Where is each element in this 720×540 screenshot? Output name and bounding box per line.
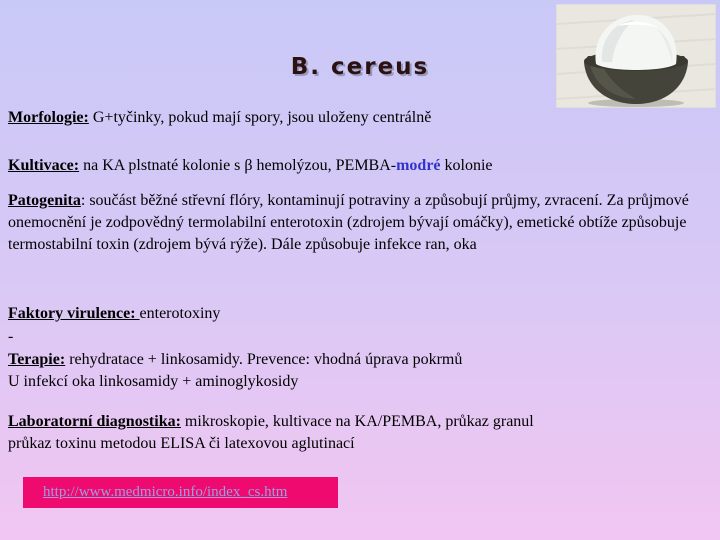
powder-bowl-illustration — [556, 4, 716, 108]
paragraph-laboratorni-diagnostika — [8, 411, 712, 455]
kultivace-highlight-modre: modré — [396, 157, 441, 174]
dash-line: - — [8, 328, 14, 345]
laboratorni-diagnostika-label: Laboratorní diagnostika: — [8, 413, 181, 430]
paragraph-faktory-virulence — [8, 303, 712, 325]
paragraph-kultivace — [8, 155, 712, 177]
morfologie-label: Morfologie: — [8, 109, 89, 126]
faktory-virulence-label: Faktory virulence: — [8, 305, 140, 322]
laboratorni-diagnostika-text: mikroskopie, kultivace na KA/PEMBA, průkaz granul — [180, 413, 534, 430]
slide-title: B. cereus — [290, 54, 430, 80]
morfologie-text: G+tyčinky, pokud mají spory, jsou uloženy centrálně — [88, 109, 432, 126]
link-box — [23, 477, 338, 508]
patogenita-text: : součást běžné střevní flóry, kontaminují potraviny a způsobují průjmy, zvracení. Za průjmové onemocnění je zodpovědný termolabilní enterotoxin (zdrojem bývají omáčky), emetické obtíže způsobuje termostabilní toxin (zdrojem bývá rýže). Dále způsobuje infekce ran, oka — [8, 192, 689, 253]
paragraph-patogenita — [8, 190, 712, 256]
patogenita-label: Patogenita — [8, 192, 81, 209]
kultivace-text-after: kolonie — [440, 157, 493, 174]
medmicro-link[interactable]: http://www.medmicro.info/index_cs.htm — [43, 484, 288, 500]
terapie-label: Terapie: — [8, 351, 66, 368]
paragraph-terapie — [8, 349, 712, 393]
paragraph-morfologie — [8, 107, 712, 129]
terapie-line2: U infekcí oka linkosamidy + aminoglykosidy — [8, 373, 299, 390]
powder-bowl-photo — [556, 4, 716, 108]
kultivace-label: Kultivace: — [8, 157, 80, 174]
faktory-virulence-text: enterotoxiny — [139, 305, 221, 322]
kultivace-text-before: na KA plstnaté kolonie s β hemolýzou, PEMBA- — [79, 157, 397, 174]
laboratorni-diagnostika-line2: průkaz toxinu metodou ELISA či latexovou aglutinací — [8, 435, 355, 452]
terapie-text: rehydratace + linkosamidy. Prevence: vhodná úprava pokrmů — [65, 351, 463, 368]
